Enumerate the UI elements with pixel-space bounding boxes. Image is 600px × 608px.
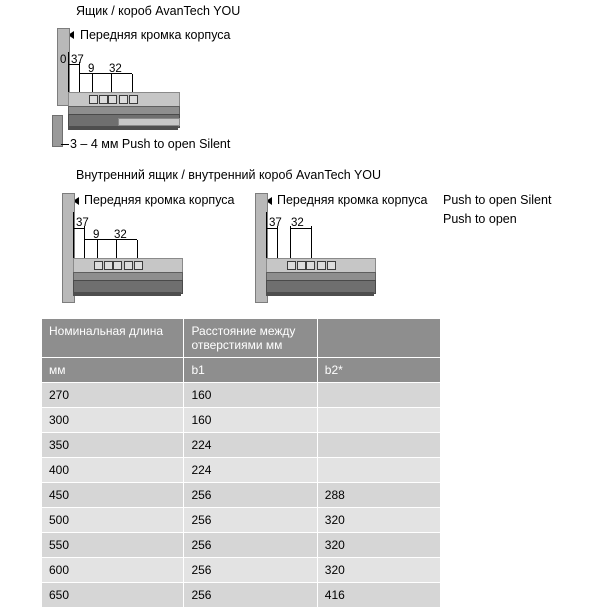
table-row [42, 533, 441, 558]
cell-b2 [317, 408, 440, 433]
dim-line-11 [266, 212, 267, 260]
dim-line-8 [97, 240, 98, 260]
mounting-hole-9 [124, 261, 133, 270]
mounting-hole-7 [104, 261, 113, 270]
dim-line-10 [137, 240, 138, 260]
diagram1-dim-32: 32 [109, 63, 122, 75]
cell-b2 [317, 458, 440, 483]
mounting-hole-2 [99, 95, 108, 104]
mounting-hole-11 [287, 261, 296, 270]
runner-base-1 [68, 126, 178, 130]
cell-b1: 256 [184, 483, 317, 508]
cell-b1: 224 [184, 458, 317, 483]
diagram2-left-dim-9: 9 [93, 229, 100, 241]
cell-b1: 160 [184, 408, 317, 433]
table-row [42, 458, 441, 483]
header-nominal-length-unit: мм [42, 358, 184, 383]
table-row [42, 433, 441, 458]
dim-line-5 [132, 74, 133, 92]
diagram1-front-edge-label: Передняя кромка корпуса [80, 28, 231, 42]
cell-length: 550 [42, 533, 184, 558]
mounting-hole-8 [113, 261, 122, 270]
variant-push-to-open: Push to open [443, 212, 517, 226]
diagram1-dim-37: 37 [71, 54, 84, 66]
table-row [42, 483, 441, 508]
mounting-hole-4 [119, 95, 128, 104]
header-b1: b1 [184, 358, 317, 383]
variant-push-to-open-silent: Push to open Silent [443, 193, 552, 207]
dim-line-7 [84, 226, 85, 260]
cell-b2 [317, 383, 440, 408]
cell-b1: 224 [184, 433, 317, 458]
runner-base-2 [73, 292, 181, 296]
mounting-hole-14 [317, 261, 326, 270]
diagram1-dim-0: 0 [60, 54, 67, 66]
cell-b2: 320 [317, 533, 440, 558]
diagram2-left-dim-37: 37 [76, 217, 89, 229]
table-row [42, 583, 441, 608]
header-spacer [317, 319, 440, 358]
table-body [42, 383, 441, 608]
dim-line-14 [311, 226, 312, 260]
mounting-hole-12 [297, 261, 306, 270]
cell-length: 300 [42, 408, 184, 433]
dimensions-table [41, 318, 441, 608]
diagram2-right-dim-32: 32 [291, 217, 304, 229]
cell-length: 500 [42, 508, 184, 533]
header-b2: b2* [317, 358, 440, 383]
diagram2-title: Внутренний ящик / внутренний короб AvanTech YOU [76, 168, 382, 182]
cell-length: 400 [42, 458, 184, 483]
table-row [42, 408, 441, 433]
dim-line-6 [73, 212, 74, 260]
cell-b2: 320 [317, 558, 440, 583]
table-header-row-2 [42, 358, 441, 383]
cell-b2 [317, 433, 440, 458]
cell-b1: 160 [184, 383, 317, 408]
cell-b1: 256 [184, 558, 317, 583]
runner-base-3 [266, 292, 374, 296]
table-row [42, 508, 441, 533]
note-leader-1 [61, 144, 69, 145]
dim-line-3 [92, 74, 93, 92]
runner-extension-1 [118, 118, 180, 126]
dim-line-4 [111, 74, 112, 92]
table-header-row-1 [42, 319, 441, 358]
table-row [42, 383, 441, 408]
header-hole-spacing: Расстояние между отверстиями мм [184, 319, 317, 358]
dim-tick-4 [84, 239, 137, 240]
cabinet-panel-1-lower [52, 115, 63, 147]
cell-length: 450 [42, 483, 184, 508]
cell-b2: 320 [317, 508, 440, 533]
cell-length: 270 [42, 383, 184, 408]
diagram1-title: Ящик / короб AvanTech YOU [76, 4, 241, 18]
diagram1-note: 3 – 4 мм Push to open Silent [70, 137, 231, 151]
dim-line-13 [290, 226, 291, 260]
cell-b1: 256 [184, 508, 317, 533]
cell-b2: 416 [317, 583, 440, 608]
dim-line-1 [68, 52, 69, 92]
diagram1-dim-9: 9 [88, 63, 95, 75]
diagram2-left-front-edge-label: Передняя кромка корпуса [84, 193, 235, 207]
cell-length: 600 [42, 558, 184, 583]
diagram2-right-front-edge-label: Передняя кромка корпуса [277, 193, 428, 207]
mounting-hole-6 [94, 261, 103, 270]
diagram2-left-dim-32: 32 [114, 229, 127, 241]
table-header [42, 319, 441, 383]
diagram2-right-dim-37: 37 [269, 217, 282, 229]
mounting-hole-5 [129, 95, 138, 104]
mounting-hole-15 [327, 261, 336, 270]
dim-line-12 [277, 226, 278, 260]
cell-b1: 256 [184, 583, 317, 608]
header-nominal-length: Номинальная длина [42, 319, 184, 358]
table-row [42, 558, 441, 583]
dim-line-9 [116, 240, 117, 260]
cell-b2: 288 [317, 483, 440, 508]
cell-b1: 256 [184, 533, 317, 558]
mounting-hole-1 [89, 95, 98, 104]
cell-length: 350 [42, 433, 184, 458]
mounting-hole-3 [108, 95, 117, 104]
cell-length: 650 [42, 583, 184, 608]
dim-tick-2 [79, 73, 132, 74]
mounting-hole-10 [134, 261, 143, 270]
mounting-hole-13 [306, 261, 315, 270]
